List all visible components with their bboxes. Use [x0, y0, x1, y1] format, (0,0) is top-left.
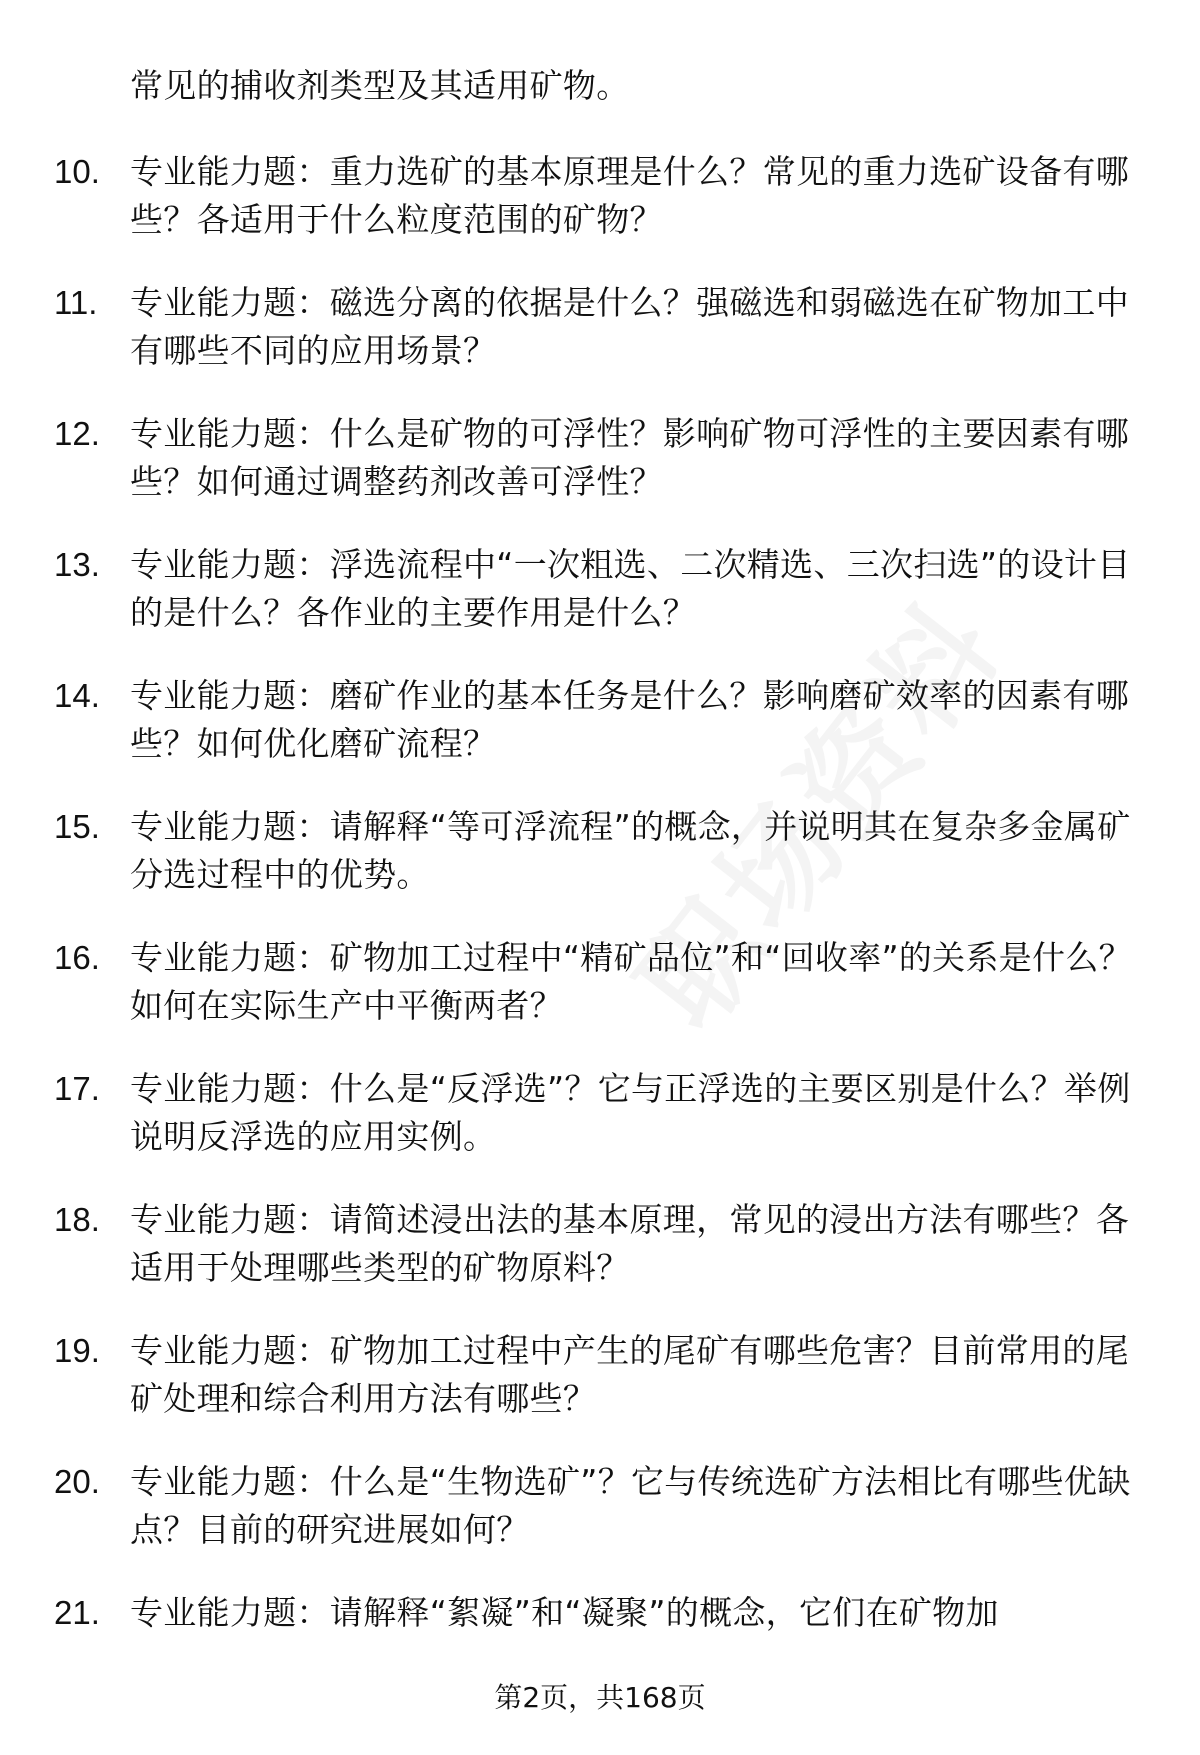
question-text: 专业能力题：磁选分离的依据是什么？强磁选和弱磁选在矿物加工中有哪些不同的应用场景？ — [130, 283, 1129, 370]
question-text: 专业能力题：矿物加工过程中产生的尾矿有哪些危害？目前常用的尾矿处理和综合利用方法有哪些？ — [130, 1331, 1129, 1418]
question-number: 21. — [54, 1594, 100, 1631]
question-item — [0, 934, 1200, 1065]
question-item — [0, 410, 1200, 541]
question-number: 20. — [54, 1463, 100, 1500]
question-text: 专业能力题：磨矿作业的基本任务是什么？影响磨矿效率的因素有哪些？如何优化磨矿流程？ — [130, 676, 1129, 763]
question-text: 专业能力题：重力选矿的基本原理是什么？常见的重力选矿设备有哪些？各适用于什么粒度范围的矿物？ — [130, 152, 1129, 239]
page-footer: 第2页，共168页 — [494, 1681, 706, 1714]
question-number: 14. — [54, 677, 100, 714]
question-text: 专业能力题：什么是“反浮选”？它与正浮选的主要区别是什么？举例说明反浮选的应用实例。 — [130, 1069, 1131, 1156]
question-text: 专业能力题：什么是矿物的可浮性？影响矿物可浮性的主要因素有哪些？如何通过调整药剂改善可浮性？ — [130, 414, 1129, 501]
question-list — [0, 148, 1200, 1720]
question-text: 专业能力题：请解释“等可浮流程”的概念，并说明其在复杂多金属矿分选过程中的优势。 — [130, 807, 1131, 894]
question-number: 15. — [54, 808, 100, 845]
question-item — [0, 148, 1200, 279]
continuation-text: 常见的捕收剂类型及其适用矿物。 — [130, 66, 630, 105]
question-item — [0, 672, 1200, 803]
question-text: 专业能力题：请解释“絮凝”和“凝聚”的概念，它们在矿物加 — [130, 1593, 999, 1632]
question-item — [0, 803, 1200, 934]
question-number: 19. — [54, 1332, 100, 1369]
question-number: 12. — [54, 415, 100, 452]
question-number: 11. — [54, 284, 98, 321]
question-item — [0, 1458, 1200, 1589]
question-item — [0, 279, 1200, 410]
question-item — [0, 1065, 1200, 1196]
question-number: 13. — [54, 546, 100, 583]
question-text: 专业能力题：浮选流程中“一次粗选、二次精选、三次扫选”的设计目的是什么？各作业的主要作用是什么？ — [130, 545, 1131, 632]
question-item — [0, 1327, 1200, 1458]
question-text: 专业能力题：请简述浸出法的基本原理，常见的浸出方法有哪些？各适用于处理哪些类型的矿物原料？ — [130, 1200, 1129, 1287]
question-number: 17. — [54, 1070, 100, 1107]
question-text: 专业能力题：什么是“生物选矿”？它与传统选矿方法相比有哪些优缺点？目前的研究进展如何？ — [130, 1462, 1131, 1549]
question-number: 18. — [54, 1201, 100, 1238]
question-number: 10. — [54, 153, 100, 190]
question-item — [0, 1196, 1200, 1327]
question-text: 专业能力题：矿物加工过程中“精矿品位”和“回收率”的关系是什么？如何在实际生产中平衡两者？ — [130, 938, 1132, 1025]
question-number: 16. — [54, 939, 100, 976]
question-item — [0, 541, 1200, 672]
